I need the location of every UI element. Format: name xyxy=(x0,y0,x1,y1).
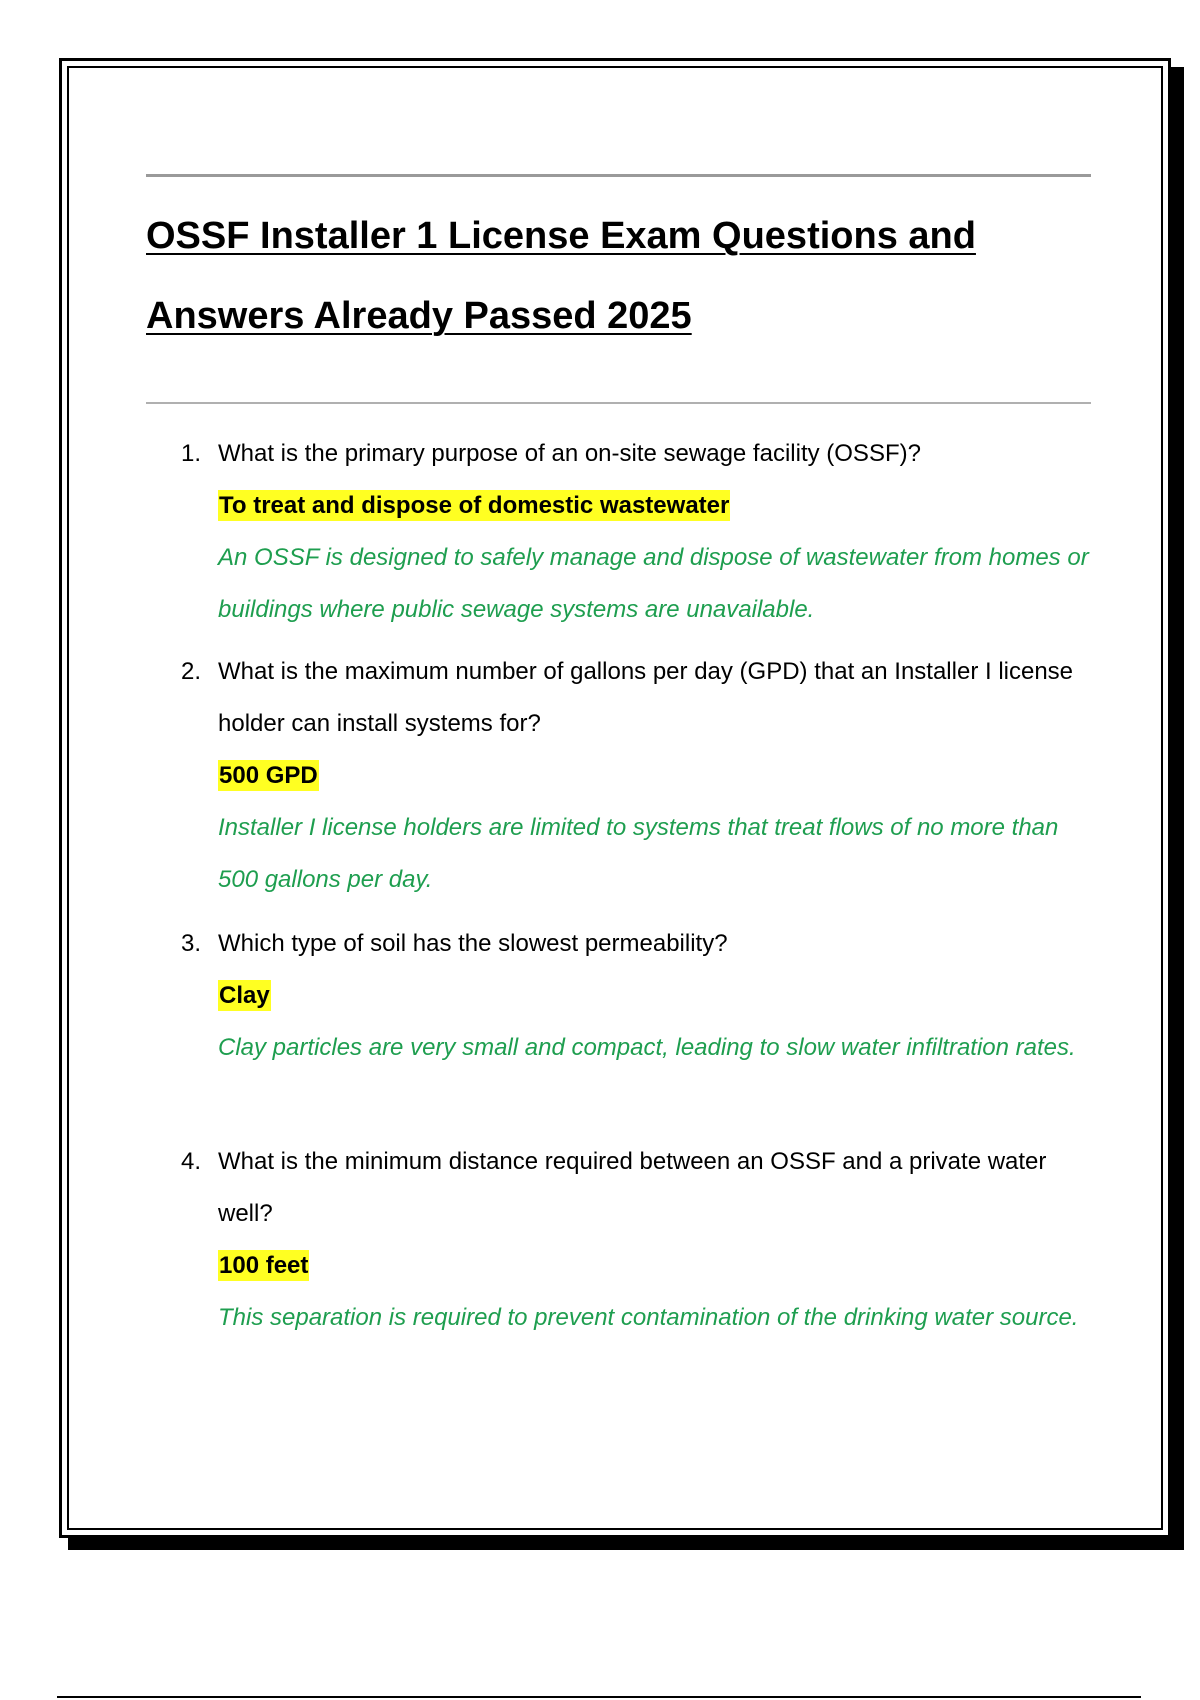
answer-explanation: This separation is required to prevent contamination of the drinking water source. xyxy=(218,1304,1079,1331)
question-text: Which type of soil has the slowest permeability? xyxy=(218,930,728,957)
answer-highlight: To treat and dispose of domestic wastewater xyxy=(219,492,730,519)
question-number: 1. xyxy=(181,440,202,467)
answer-explanation: An OSSF is designed to safely manage and dispose of wastewater from homes or buildings where public sewage systems are unavailable. xyxy=(218,544,1089,623)
document-title: OSSF Installer 1 License Exam Questions and Answers Already Passed 2025 xyxy=(146,215,976,337)
answer xyxy=(218,1240,309,1292)
question-number: 3. xyxy=(181,930,202,957)
question-number: 4. xyxy=(181,1148,202,1175)
question-number: 2. xyxy=(181,658,202,685)
answer xyxy=(218,480,730,532)
footer-rule xyxy=(57,1696,1141,1698)
answer xyxy=(218,970,271,1022)
question-text: What is the primary purpose of an on-site sewage facility (OSSF)? xyxy=(218,440,921,467)
question-text: What is the minimum distance required between an OSSF and a private water well? xyxy=(218,1148,1047,1227)
question-text: What is the maximum number of gallons per day (GPD) that an Installer I license holder can install systems for? xyxy=(218,658,1074,737)
answer-highlight: 100 feet xyxy=(219,1252,309,1279)
answer-explanation: Installer I license holders are limited to systems that treat flows of no more than 500 gallons per day. xyxy=(218,814,1059,893)
answer xyxy=(218,750,319,802)
answer-explanation: Clay particles are very small and compact, leading to slow water infiltration rates. xyxy=(218,1034,1076,1061)
answer-highlight: 500 GPD xyxy=(219,762,318,789)
answer-highlight: Clay xyxy=(219,982,270,1009)
